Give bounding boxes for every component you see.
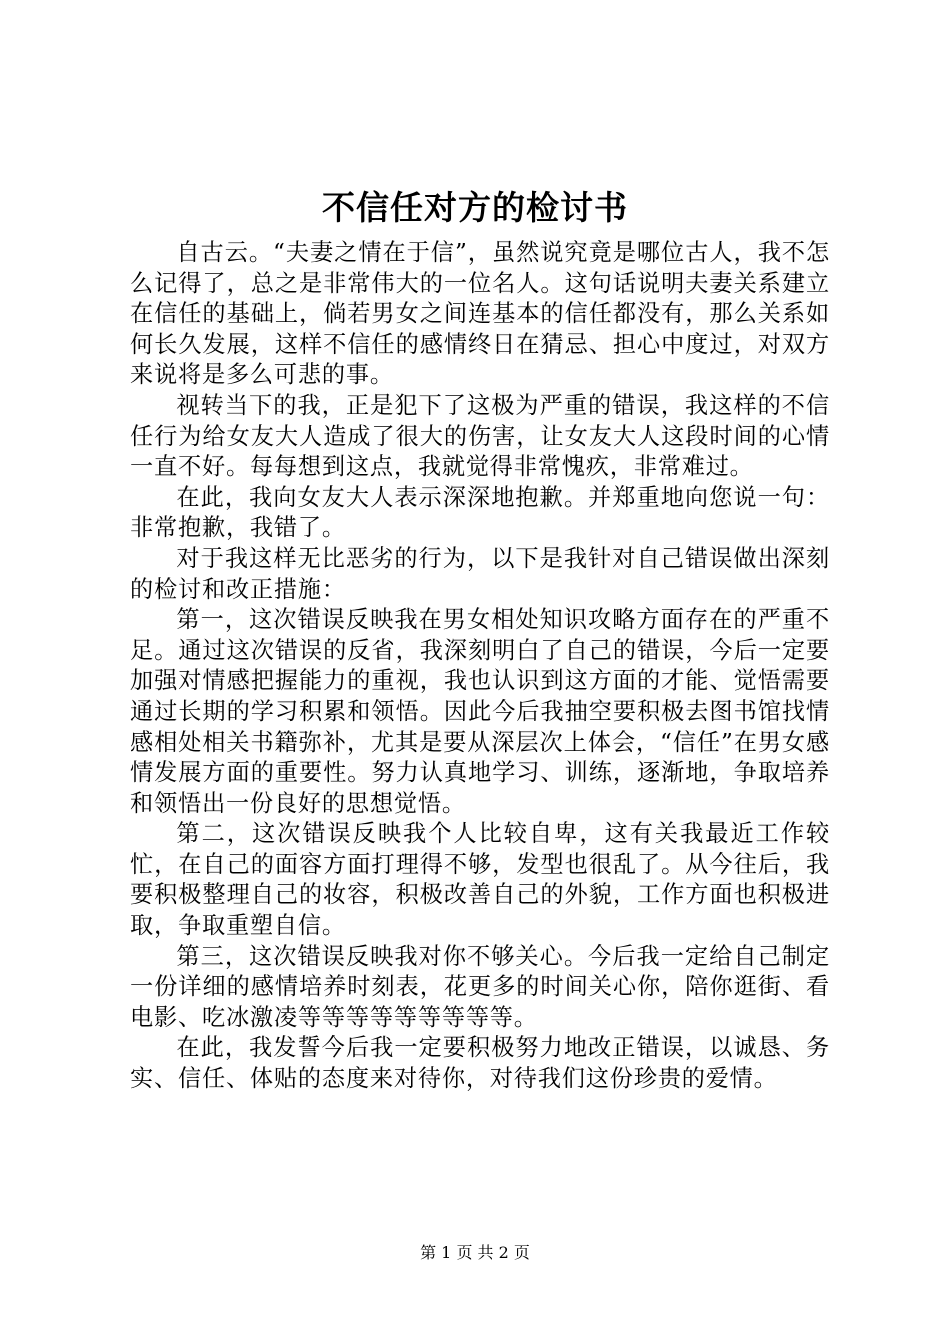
paragraph-apology: 在此，我向女友大人表示深深地抱歉。并郑重地向您说一句：非常抱歉，我错了。: [130, 483, 830, 542]
paragraph-vow: 在此，我发誓今后我一定要积极努力地改正错误，以诚恳、务实、信任、体贴的态度来对待你，对待我们这份珍贵的爱情。: [130, 1034, 830, 1093]
page-number-footer: 第 1 页 共 2 页: [420, 1243, 530, 1262]
document-body: [130, 238, 830, 1095]
paragraph-second-point: 第二，这次错误反映我个人比较自卑，这有关我最近工作较忙，在自己的面容方面打理得不够，发型也很乱了。从今往后，我要积极整理自己的妆容，积极改善自己的外貌，工作方面也积极进取，争取重塑自信。: [130, 820, 830, 940]
paragraph-first-point: 第一，这次错误反映我在男女相处知识攻略方面存在的严重不足。通过这次错误的反省，我深刻明白了自己的错误，今后一定要加强对情感把握能力的重视，我也认识到这方面的才能、觉悟需要通过长期的学习积累和领悟。因此今后我抽空要积极去图书馆找情感相处相关书籍弥补，尤其是要从深层次上体会，“信任”在男女感情发展方面的重要性。努力认真地学习、训练，逐渐地，争取培养和领悟出一份良好的思想觉悟。: [130, 606, 830, 817]
document-title: 不信任对方的检讨书: [322, 188, 628, 227]
paragraph-measures-intro: 对于我这样无比恶劣的行为，以下是我针对自己错误做出深刻的检讨和改正措施：: [130, 544, 830, 603]
paragraph-present-mistake: 视转当下的我，正是犯下了这极为严重的错误，我这样的不信任行为给女友大人造成了很大的伤害，让女友大人这段时间的心情一直不好。每每想到这点，我就觉得非常愧疚，非常难过。: [130, 391, 830, 481]
paragraph-third-point: 第三，这次错误反映我对你不够关心。今后我一定给自己制定一份详细的感情培养时刻表，花更多的时间关心你，陪你逛街、看电影、吃冰激凌等等等等等等等等等。: [130, 942, 830, 1031]
paragraph-intro: 自古云。“夫妻之情在于信”，虽然说究竟是哪位古人，我不怎么记得了，总之是非常伟大的一位名人。这句话说明夫妻关系建立在信任的基础上，倘若男女之间连基本的信任都没有，那么关系如何长久发展，这样不信任的感情终日在猜忌、担心中度过，对双方来说将是多么可悲的事。: [130, 239, 830, 389]
